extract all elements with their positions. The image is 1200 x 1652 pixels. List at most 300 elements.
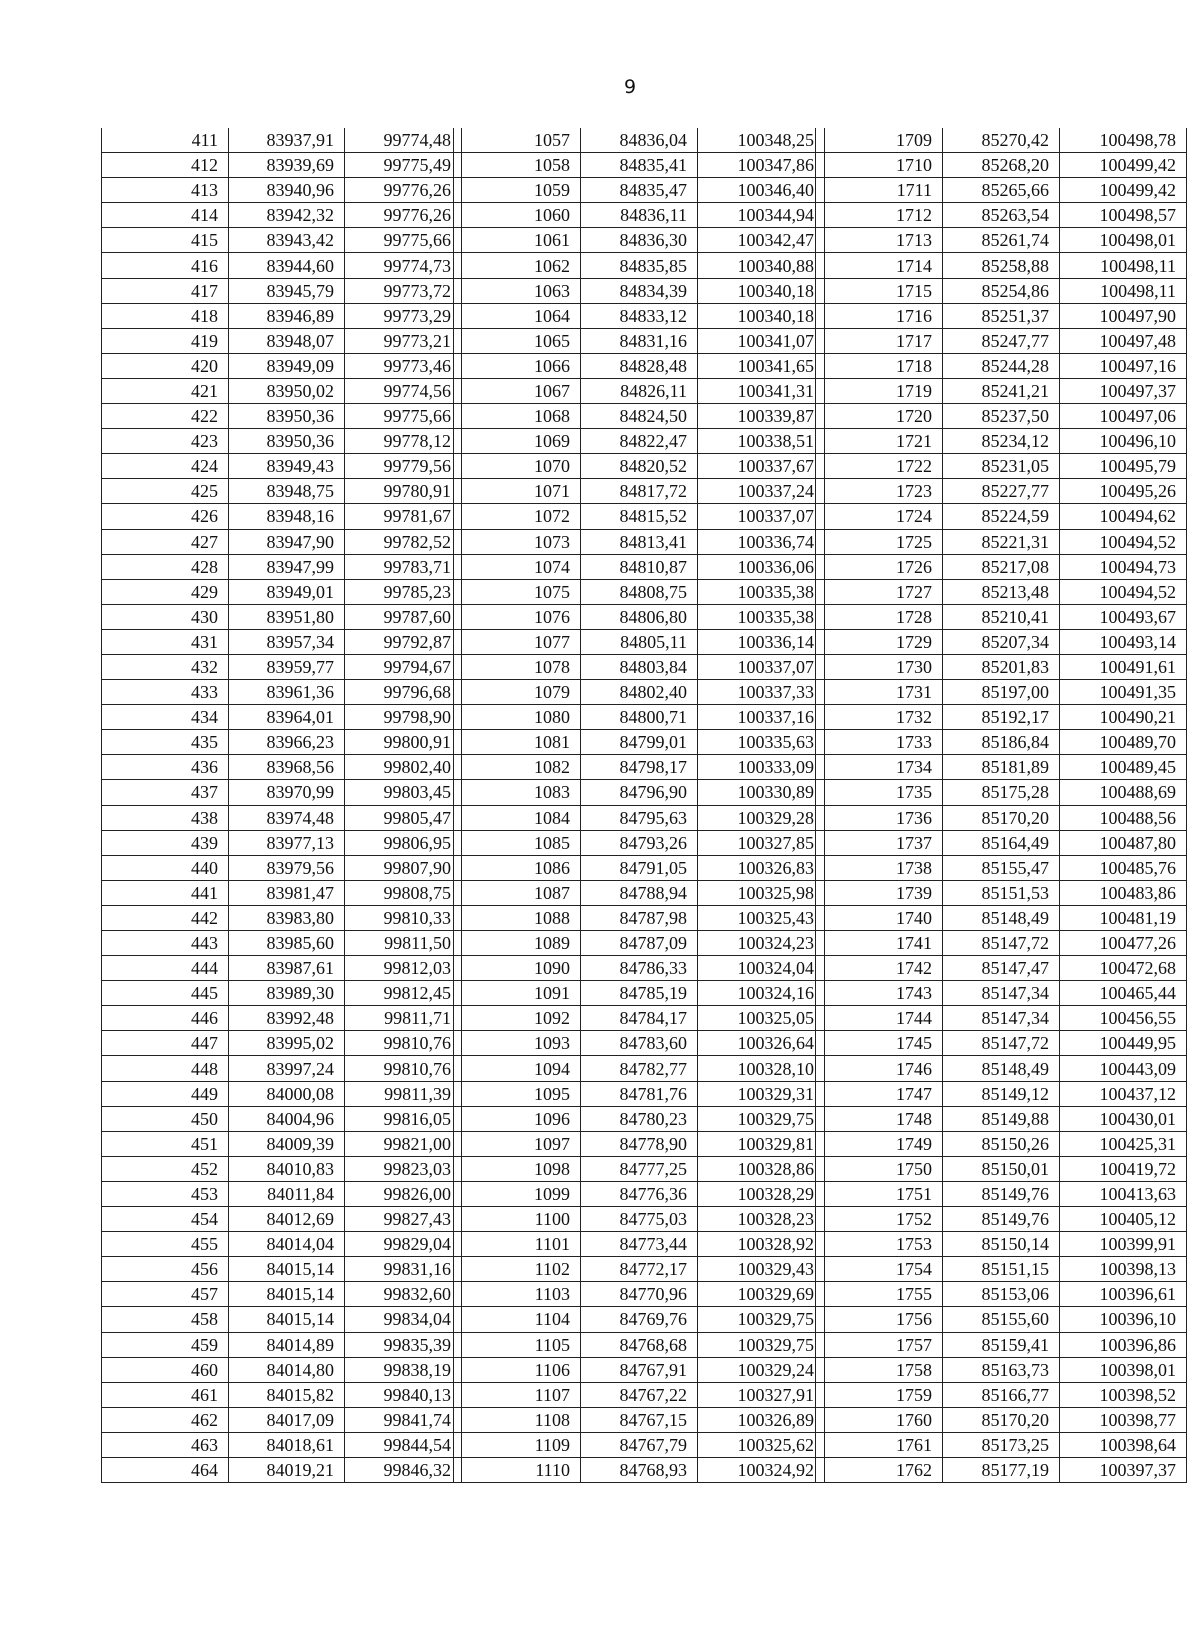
x-coordinate-cell: 84014,89: [229, 1332, 345, 1357]
y-coordinate-cell: 100335,38: [698, 579, 825, 604]
y-coordinate-cell: 100341,07: [698, 328, 825, 353]
x-coordinate-cell: 85177,19: [943, 1457, 1060, 1482]
table-row: [816, 830, 1187, 855]
y-coordinate-cell: 100491,35: [1060, 680, 1187, 705]
point-number-cell: 1105: [454, 1332, 581, 1357]
y-coordinate-cell: 100443,09: [1060, 1056, 1187, 1081]
point-number-cell: 1108: [454, 1407, 581, 1432]
point-number-cell: 1762: [816, 1457, 943, 1482]
table-row: [454, 1432, 825, 1457]
table-row: [816, 1282, 1187, 1307]
y-coordinate-cell: 100327,85: [698, 830, 825, 855]
x-coordinate-cell: 85261,74: [943, 228, 1060, 253]
y-coordinate-cell: 99829,04: [345, 1232, 462, 1257]
x-coordinate-cell: 84806,80: [581, 604, 698, 629]
x-coordinate-cell: 84015,14: [229, 1307, 345, 1332]
y-coordinate-cell: 100494,62: [1060, 504, 1187, 529]
x-coordinate-cell: 84831,16: [581, 328, 698, 353]
y-coordinate-cell: 99816,05: [345, 1106, 462, 1131]
table-row: [816, 1307, 1187, 1332]
point-number-cell: 1739: [816, 880, 943, 905]
y-coordinate-cell: 100328,10: [698, 1056, 825, 1081]
table-row: [102, 905, 462, 930]
table-row: [454, 153, 825, 178]
point-number-cell: 1093: [454, 1031, 581, 1056]
point-number-cell: 1734: [816, 755, 943, 780]
y-coordinate-cell: 100326,64: [698, 1031, 825, 1056]
y-coordinate-cell: 100472,68: [1060, 956, 1187, 981]
y-coordinate-cell: 100325,43: [698, 905, 825, 930]
x-coordinate-cell: 85231,05: [943, 454, 1060, 479]
y-coordinate-cell: 99812,03: [345, 956, 462, 981]
table-row: [102, 956, 462, 981]
y-coordinate-cell: 100337,16: [698, 705, 825, 730]
x-coordinate-cell: 83950,02: [229, 378, 345, 403]
y-coordinate-cell: 99821,00: [345, 1131, 462, 1156]
point-number-cell: 1758: [816, 1357, 943, 1382]
point-number-cell: 444: [102, 956, 229, 981]
point-number-cell: 1110: [454, 1457, 581, 1482]
x-coordinate-cell: 85227,77: [943, 479, 1060, 504]
point-number-cell: 1750: [816, 1156, 943, 1181]
table-row: [102, 880, 462, 905]
x-coordinate-cell: 84769,76: [581, 1307, 698, 1332]
table-row: [102, 855, 462, 880]
table-row: [454, 1056, 825, 1081]
table-row: [816, 1131, 1187, 1156]
y-coordinate-cell: 100413,63: [1060, 1181, 1187, 1206]
table-row: [454, 228, 825, 253]
x-coordinate-cell: 84777,25: [581, 1156, 698, 1181]
table-row: [816, 353, 1187, 378]
x-coordinate-cell: 83979,56: [229, 855, 345, 880]
point-number-cell: 426: [102, 504, 229, 529]
point-number-cell: 437: [102, 780, 229, 805]
table-row: [454, 830, 825, 855]
point-number-cell: 1075: [454, 579, 581, 604]
table-row: [102, 830, 462, 855]
y-coordinate-cell: 99803,45: [345, 780, 462, 805]
y-coordinate-cell: 99810,33: [345, 905, 462, 930]
x-coordinate-cell: 83985,60: [229, 931, 345, 956]
point-number-cell: 1715: [816, 278, 943, 303]
table-row: [816, 153, 1187, 178]
x-coordinate-cell: 83944,60: [229, 253, 345, 278]
table-row: [816, 880, 1187, 905]
x-coordinate-cell: 83948,75: [229, 479, 345, 504]
table-row: [102, 253, 462, 278]
table-row: [454, 303, 825, 328]
table-row: [454, 429, 825, 454]
x-coordinate-cell: 84014,04: [229, 1232, 345, 1257]
y-coordinate-cell: 99785,23: [345, 579, 462, 604]
y-coordinate-cell: 99811,71: [345, 1006, 462, 1031]
point-number-cell: 1076: [454, 604, 581, 629]
point-number-cell: 456: [102, 1257, 229, 1282]
y-coordinate-cell: 99798,90: [345, 705, 462, 730]
point-number-cell: 447: [102, 1031, 229, 1056]
point-number-cell: 1106: [454, 1357, 581, 1382]
y-coordinate-cell: 100344,94: [698, 203, 825, 228]
x-coordinate-cell: 83937,91: [229, 128, 345, 153]
y-coordinate-cell: 100329,31: [698, 1081, 825, 1106]
table-row: [454, 554, 825, 579]
x-coordinate-cell: 85197,00: [943, 680, 1060, 705]
y-coordinate-cell: 99773,72: [345, 278, 462, 303]
x-coordinate-cell: 85150,26: [943, 1131, 1060, 1156]
y-coordinate-cell: 99844,54: [345, 1432, 462, 1457]
y-coordinate-cell: 100498,11: [1060, 253, 1187, 278]
table-row: [454, 278, 825, 303]
point-number-cell: 458: [102, 1307, 229, 1332]
y-coordinate-cell: 100437,12: [1060, 1081, 1187, 1106]
y-coordinate-cell: 100340,18: [698, 303, 825, 328]
x-coordinate-cell: 84798,17: [581, 755, 698, 780]
table-row: [102, 203, 462, 228]
point-number-cell: 434: [102, 705, 229, 730]
table-row: [102, 780, 462, 805]
point-number-cell: 1745: [816, 1031, 943, 1056]
point-number-cell: 1090: [454, 956, 581, 981]
y-coordinate-cell: 100398,52: [1060, 1382, 1187, 1407]
point-number-cell: 464: [102, 1457, 229, 1482]
point-number-cell: 1714: [816, 253, 943, 278]
x-coordinate-cell: 83948,16: [229, 504, 345, 529]
point-number-cell: 1757: [816, 1332, 943, 1357]
y-coordinate-cell: 100398,64: [1060, 1432, 1187, 1457]
point-number-cell: 427: [102, 529, 229, 554]
y-coordinate-cell: 100489,70: [1060, 730, 1187, 755]
table-row: [816, 529, 1187, 554]
x-coordinate-cell: 84000,08: [229, 1081, 345, 1106]
table-row: [102, 178, 462, 203]
table-row: [816, 654, 1187, 679]
table-row: [816, 479, 1187, 504]
table-row: [102, 1457, 462, 1482]
point-number-cell: 1069: [454, 429, 581, 454]
page-number: 9: [623, 76, 637, 98]
table-row: [102, 278, 462, 303]
x-coordinate-cell: 84836,30: [581, 228, 698, 253]
x-coordinate-cell: 84820,52: [581, 454, 698, 479]
y-coordinate-cell: 99783,71: [345, 554, 462, 579]
table-row: [102, 153, 462, 178]
table-row: [816, 1257, 1187, 1282]
x-coordinate-cell: 85150,01: [943, 1156, 1060, 1181]
table-row: [102, 1232, 462, 1257]
x-coordinate-cell: 84791,05: [581, 855, 698, 880]
x-coordinate-cell: 84780,23: [581, 1106, 698, 1131]
table-row: [102, 1257, 462, 1282]
x-coordinate-cell: 84834,39: [581, 278, 698, 303]
y-coordinate-cell: 100324,23: [698, 931, 825, 956]
x-coordinate-cell: 85147,34: [943, 981, 1060, 1006]
x-coordinate-cell: 85270,42: [943, 128, 1060, 153]
table-row: [454, 1457, 825, 1482]
point-number-cell: 1092: [454, 1006, 581, 1031]
table-row: [102, 1056, 462, 1081]
x-coordinate-cell: 84781,76: [581, 1081, 698, 1106]
x-coordinate-cell: 83966,23: [229, 730, 345, 755]
point-number-cell: 1755: [816, 1282, 943, 1307]
point-number-cell: 417: [102, 278, 229, 303]
point-number-cell: 1062: [454, 253, 581, 278]
x-coordinate-cell: 83950,36: [229, 429, 345, 454]
table-row: [816, 730, 1187, 755]
y-coordinate-cell: 99811,50: [345, 931, 462, 956]
y-coordinate-cell: 100341,65: [698, 353, 825, 378]
table-row: [816, 1006, 1187, 1031]
y-coordinate-cell: 99792,87: [345, 629, 462, 654]
x-coordinate-cell: 84799,01: [581, 730, 698, 755]
point-number-cell: 457: [102, 1282, 229, 1307]
point-number-cell: 1071: [454, 479, 581, 504]
point-number-cell: 422: [102, 404, 229, 429]
y-coordinate-cell: 100329,43: [698, 1257, 825, 1282]
table-row: [102, 1357, 462, 1382]
y-coordinate-cell: 100337,07: [698, 654, 825, 679]
x-coordinate-cell: 84004,96: [229, 1106, 345, 1131]
y-coordinate-cell: 99811,39: [345, 1081, 462, 1106]
x-coordinate-cell: 84767,91: [581, 1357, 698, 1382]
point-number-cell: 1756: [816, 1307, 943, 1332]
y-coordinate-cell: 100497,90: [1060, 303, 1187, 328]
table-row: [454, 579, 825, 604]
x-coordinate-cell: 85263,54: [943, 203, 1060, 228]
table-row: [102, 1031, 462, 1056]
point-number-cell: 1709: [816, 128, 943, 153]
y-coordinate-cell: 100337,07: [698, 504, 825, 529]
point-number-cell: 1737: [816, 830, 943, 855]
point-number-cell: 440: [102, 855, 229, 880]
y-coordinate-cell: 99775,66: [345, 228, 462, 253]
x-coordinate-cell: 84767,15: [581, 1407, 698, 1432]
table-row: [102, 805, 462, 830]
y-coordinate-cell: 99834,04: [345, 1307, 462, 1332]
point-number-cell: 1099: [454, 1181, 581, 1206]
y-coordinate-cell: 99780,91: [345, 479, 462, 504]
point-number-cell: 448: [102, 1056, 229, 1081]
point-number-cell: 442: [102, 905, 229, 930]
point-number-cell: 430: [102, 604, 229, 629]
x-coordinate-cell: 85241,21: [943, 378, 1060, 403]
y-coordinate-cell: 100465,44: [1060, 981, 1187, 1006]
x-coordinate-cell: 84808,75: [581, 579, 698, 604]
y-coordinate-cell: 99841,74: [345, 1407, 462, 1432]
y-coordinate-cell: 100328,23: [698, 1207, 825, 1232]
x-coordinate-cell: 84009,39: [229, 1131, 345, 1156]
point-number-cell: 1057: [454, 128, 581, 153]
point-number-cell: 1085: [454, 830, 581, 855]
y-coordinate-cell: 100419,72: [1060, 1156, 1187, 1181]
point-number-cell: 1722: [816, 454, 943, 479]
x-coordinate-cell: 84836,11: [581, 203, 698, 228]
point-number-cell: 1744: [816, 1006, 943, 1031]
table-row: [816, 805, 1187, 830]
table-row: [816, 1432, 1187, 1457]
point-number-cell: 423: [102, 429, 229, 454]
table-row: [102, 353, 462, 378]
y-coordinate-cell: 100330,89: [698, 780, 825, 805]
table-row: [454, 755, 825, 780]
table-row: [102, 303, 462, 328]
x-coordinate-cell: 84010,83: [229, 1156, 345, 1181]
point-number-cell: 1712: [816, 203, 943, 228]
point-number-cell: 1732: [816, 705, 943, 730]
table-row: [816, 504, 1187, 529]
y-coordinate-cell: 100499,42: [1060, 178, 1187, 203]
point-number-cell: 1091: [454, 981, 581, 1006]
table-row: [816, 303, 1187, 328]
y-coordinate-cell: 99776,26: [345, 203, 462, 228]
table-row: [816, 905, 1187, 930]
table-row: [102, 629, 462, 654]
x-coordinate-cell: 83947,90: [229, 529, 345, 554]
y-coordinate-cell: 100477,26: [1060, 931, 1187, 956]
table-row: [816, 1156, 1187, 1181]
x-coordinate-cell: 83992,48: [229, 1006, 345, 1031]
y-coordinate-cell: 99831,16: [345, 1257, 462, 1282]
coordinates-table-2: [453, 128, 825, 1483]
y-coordinate-cell: 99808,75: [345, 880, 462, 905]
table-row: [454, 1307, 825, 1332]
table-row: [102, 328, 462, 353]
point-number-cell: 1733: [816, 730, 943, 755]
table-row: [102, 1307, 462, 1332]
x-coordinate-cell: 84815,52: [581, 504, 698, 529]
x-coordinate-cell: 85224,59: [943, 504, 1060, 529]
y-coordinate-cell: 99805,47: [345, 805, 462, 830]
x-coordinate-cell: 84833,12: [581, 303, 698, 328]
x-coordinate-cell: 84017,09: [229, 1407, 345, 1432]
point-number-cell: 415: [102, 228, 229, 253]
table-row: [816, 579, 1187, 604]
table-row: [454, 780, 825, 805]
point-number-cell: 420: [102, 353, 229, 378]
y-coordinate-cell: 100329,24: [698, 1357, 825, 1382]
table-row: [454, 1357, 825, 1382]
y-coordinate-cell: 100491,61: [1060, 654, 1187, 679]
table-row: [454, 855, 825, 880]
point-number-cell: 1747: [816, 1081, 943, 1106]
point-number-cell: 1061: [454, 228, 581, 253]
x-coordinate-cell: 84783,60: [581, 1031, 698, 1056]
point-number-cell: 1083: [454, 780, 581, 805]
point-number-cell: 425: [102, 479, 229, 504]
y-coordinate-cell: 99800,91: [345, 730, 462, 755]
point-number-cell: 451: [102, 1131, 229, 1156]
x-coordinate-cell: 85175,28: [943, 780, 1060, 805]
point-number-cell: 443: [102, 931, 229, 956]
table-row: [102, 1131, 462, 1156]
table-row: [816, 1407, 1187, 1432]
x-coordinate-cell: 84835,41: [581, 153, 698, 178]
y-coordinate-cell: 100396,10: [1060, 1307, 1187, 1332]
y-coordinate-cell: 100481,19: [1060, 905, 1187, 930]
point-number-cell: 1067: [454, 378, 581, 403]
y-coordinate-cell: 99810,76: [345, 1031, 462, 1056]
table-row: [816, 956, 1187, 981]
y-coordinate-cell: 100337,24: [698, 479, 825, 504]
table-row: [102, 604, 462, 629]
y-coordinate-cell: 100329,69: [698, 1282, 825, 1307]
point-number-cell: 1748: [816, 1106, 943, 1131]
point-number-cell: 454: [102, 1207, 229, 1232]
table-row: [816, 981, 1187, 1006]
table-row: [816, 1081, 1187, 1106]
y-coordinate-cell: 100494,52: [1060, 529, 1187, 554]
y-coordinate-cell: 100340,18: [698, 278, 825, 303]
y-coordinate-cell: 100396,61: [1060, 1282, 1187, 1307]
y-coordinate-cell: 100497,48: [1060, 328, 1187, 353]
x-coordinate-cell: 84822,47: [581, 429, 698, 454]
point-number-cell: 435: [102, 730, 229, 755]
y-coordinate-cell: 100495,79: [1060, 454, 1187, 479]
table-row: [816, 680, 1187, 705]
point-number-cell: 1759: [816, 1382, 943, 1407]
x-coordinate-cell: 84015,82: [229, 1382, 345, 1407]
table-row: [454, 128, 825, 153]
y-coordinate-cell: 100327,91: [698, 1382, 825, 1407]
x-coordinate-cell: 85186,84: [943, 730, 1060, 755]
point-number-cell: 1753: [816, 1232, 943, 1257]
table-row: [102, 654, 462, 679]
point-number-cell: 1740: [816, 905, 943, 930]
y-coordinate-cell: 100328,86: [698, 1156, 825, 1181]
y-coordinate-cell: 99840,13: [345, 1382, 462, 1407]
point-number-cell: 1724: [816, 504, 943, 529]
point-number-cell: 455: [102, 1232, 229, 1257]
y-coordinate-cell: 100329,75: [698, 1307, 825, 1332]
x-coordinate-cell: 83989,30: [229, 981, 345, 1006]
x-coordinate-cell: 84824,50: [581, 404, 698, 429]
point-number-cell: 439: [102, 830, 229, 855]
table-row: [102, 981, 462, 1006]
point-number-cell: 1080: [454, 705, 581, 730]
point-number-cell: 429: [102, 579, 229, 604]
y-coordinate-cell: 100324,92: [698, 1457, 825, 1482]
point-number-cell: 1728: [816, 604, 943, 629]
y-coordinate-cell: 100449,95: [1060, 1031, 1187, 1056]
y-coordinate-cell: 100497,37: [1060, 378, 1187, 403]
y-coordinate-cell: 100399,91: [1060, 1232, 1187, 1257]
y-coordinate-cell: 99796,68: [345, 680, 462, 705]
y-coordinate-cell: 100341,31: [698, 378, 825, 403]
x-coordinate-cell: 84778,90: [581, 1131, 698, 1156]
x-coordinate-cell: 85155,47: [943, 855, 1060, 880]
point-number-cell: 1097: [454, 1131, 581, 1156]
table-row: [454, 454, 825, 479]
point-number-cell: 424: [102, 454, 229, 479]
table-row: [816, 931, 1187, 956]
point-number-cell: 1719: [816, 378, 943, 403]
table-row: [816, 228, 1187, 253]
y-coordinate-cell: 99776,26: [345, 178, 462, 203]
y-coordinate-cell: 100336,06: [698, 554, 825, 579]
table-row: [102, 1407, 462, 1432]
table-row: [816, 178, 1187, 203]
x-coordinate-cell: 85173,25: [943, 1432, 1060, 1457]
y-coordinate-cell: 100328,29: [698, 1181, 825, 1206]
x-coordinate-cell: 83945,79: [229, 278, 345, 303]
point-number-cell: 1711: [816, 178, 943, 203]
y-coordinate-cell: 100340,88: [698, 253, 825, 278]
x-coordinate-cell: 84773,44: [581, 1232, 698, 1257]
x-coordinate-cell: 85201,83: [943, 654, 1060, 679]
y-coordinate-cell: 100329,81: [698, 1131, 825, 1156]
point-number-cell: 1074: [454, 554, 581, 579]
table-row: [454, 1207, 825, 1232]
